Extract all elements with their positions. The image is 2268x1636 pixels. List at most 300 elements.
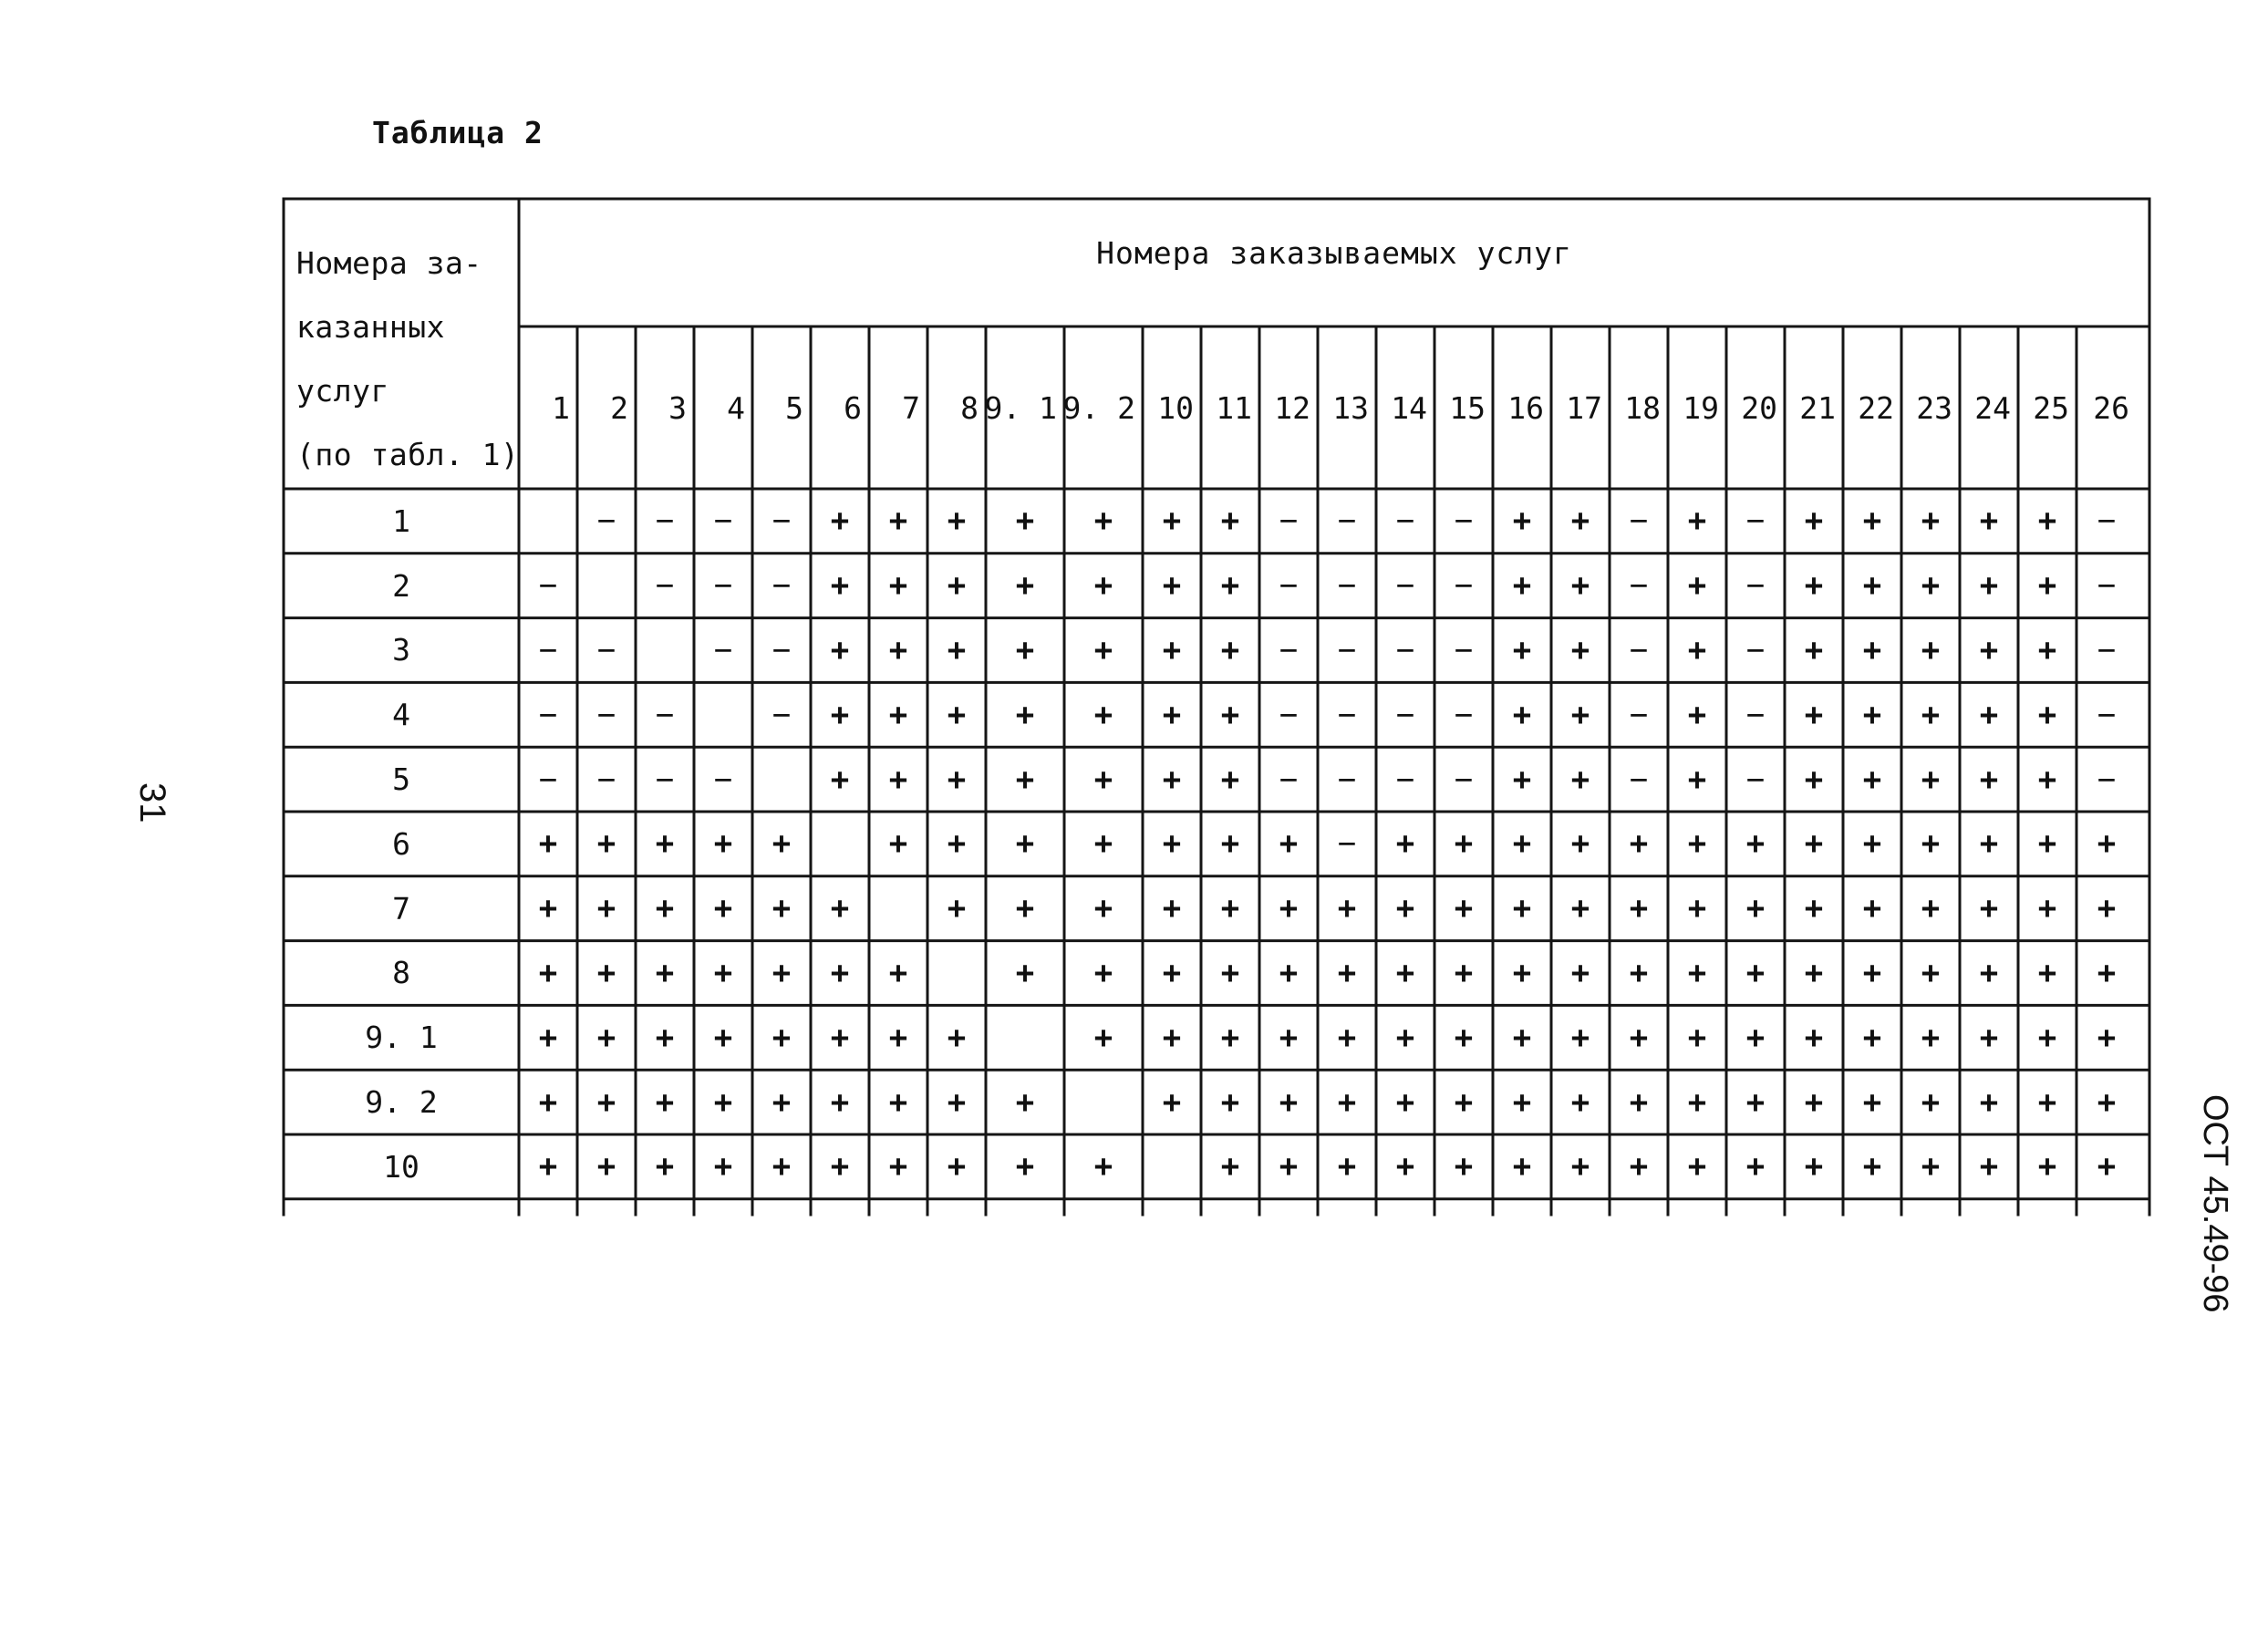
table-cell: + xyxy=(1921,696,1941,733)
table-cell xyxy=(1064,1070,1143,1134)
table-cell: + xyxy=(1570,825,1590,863)
table-cell: − xyxy=(1279,567,1299,605)
table-cell: + xyxy=(1804,1148,1824,1186)
table-cell: + xyxy=(1220,1083,1240,1121)
table-cell: + xyxy=(1015,825,1035,863)
table-cell: + xyxy=(2037,502,2057,540)
table-cell: + xyxy=(1804,954,1824,991)
table-cell: + xyxy=(1395,890,1415,927)
table-cell: + xyxy=(2037,954,2057,991)
table-cell: + xyxy=(830,567,850,605)
row-header-corner xyxy=(296,232,519,487)
table-cell: + xyxy=(1921,890,1941,927)
table-cell: + xyxy=(655,954,675,991)
table-cell: + xyxy=(1629,1019,1649,1056)
table-cell: − xyxy=(1745,696,1766,733)
table-cell: − xyxy=(772,502,792,540)
table-cell: + xyxy=(1804,1019,1824,1056)
table-cell: + xyxy=(947,1019,967,1056)
table-cell: + xyxy=(1395,1019,1415,1056)
row-header: 3 xyxy=(392,632,410,668)
table-cell xyxy=(927,941,986,1006)
table-cell: − xyxy=(596,502,616,540)
table-cell xyxy=(519,489,577,554)
table-cell: − xyxy=(1745,631,1766,668)
table-cell: − xyxy=(1279,696,1299,733)
table-cell: + xyxy=(1454,954,1474,991)
column-header: 25 xyxy=(2033,389,2069,426)
table-cell: + xyxy=(1512,567,1532,605)
table-cell: + xyxy=(1862,696,1882,733)
table-cell: + xyxy=(538,825,558,863)
table-cell: + xyxy=(1093,1148,1113,1186)
table-cell: + xyxy=(1745,1083,1766,1121)
table-cell: + xyxy=(1093,954,1113,991)
page-number: 31 xyxy=(132,782,172,823)
table-cell: + xyxy=(1979,954,1999,991)
column-header: 4 xyxy=(727,389,745,426)
table-cell: + xyxy=(1921,825,1941,863)
table-cell: + xyxy=(830,502,850,540)
row-header: 9. 2 xyxy=(365,1084,438,1121)
table-cell: + xyxy=(1629,890,1649,927)
column-header: 24 xyxy=(1974,389,2011,426)
table-cell: + xyxy=(1093,825,1113,863)
table-cell: − xyxy=(1745,567,1766,605)
table-cell: + xyxy=(1512,696,1532,733)
table-cell: + xyxy=(596,1083,616,1121)
table-cell: + xyxy=(1687,1019,1707,1056)
table-cell: + xyxy=(1687,890,1707,927)
table-cell: + xyxy=(888,567,908,605)
table-cell: + xyxy=(1570,502,1590,540)
table-cell: + xyxy=(1570,954,1590,991)
table-cell: + xyxy=(772,1083,792,1121)
table-cell: + xyxy=(655,890,675,927)
table-cell: + xyxy=(1979,825,1999,863)
table-cell: − xyxy=(596,631,616,668)
table-cell: + xyxy=(1979,696,1999,733)
table-cell: + xyxy=(1921,567,1941,605)
table-cell xyxy=(577,554,636,618)
table-cell: + xyxy=(1687,954,1707,991)
row-header: 7 xyxy=(392,890,410,927)
table-cell: + xyxy=(1093,631,1113,668)
table-cell: + xyxy=(1979,1019,1999,1056)
table-cell: − xyxy=(1337,761,1357,798)
table-cell: + xyxy=(2037,761,2057,798)
column-header: 2 xyxy=(610,389,628,426)
table-cell: − xyxy=(2097,567,2117,605)
table-cell: + xyxy=(1220,954,1240,991)
table-cell: + xyxy=(888,825,908,863)
document-code: ОСТ 45.49-96 xyxy=(2196,1094,2234,1313)
table-cell: − xyxy=(713,631,733,668)
table-cell: − xyxy=(1337,696,1357,733)
table-cell: + xyxy=(2037,825,2057,863)
table-cell: + xyxy=(1220,631,1240,668)
table-cell: + xyxy=(1093,696,1113,733)
table-cell: + xyxy=(1862,761,1882,798)
table-cell: + xyxy=(1629,1148,1649,1186)
table-cell: + xyxy=(1337,1148,1357,1186)
table-cell: + xyxy=(596,1148,616,1186)
table-cell: + xyxy=(1220,825,1240,863)
table-cell: + xyxy=(1862,954,1882,991)
column-header: 8 xyxy=(960,389,979,426)
table-cell: − xyxy=(713,761,733,798)
table-cell: − xyxy=(538,631,558,668)
table-cell: + xyxy=(1979,1083,1999,1121)
table-cell: + xyxy=(1629,954,1649,991)
column-header: 13 xyxy=(1332,389,1369,426)
table-cell: + xyxy=(1862,631,1882,668)
table-cell: + xyxy=(1220,502,1240,540)
column-header: 18 xyxy=(1624,389,1661,426)
table-cell: + xyxy=(1921,954,1941,991)
table-cell: + xyxy=(1687,1083,1707,1121)
table-cell: + xyxy=(772,1019,792,1056)
table-cell: − xyxy=(655,502,675,540)
row-header: 5 xyxy=(392,761,410,798)
table-cell: − xyxy=(1395,696,1415,733)
table-cell: + xyxy=(1512,1019,1532,1056)
table-cell: + xyxy=(1804,631,1824,668)
table-cell: + xyxy=(1979,761,1999,798)
table-cell: + xyxy=(888,761,908,798)
table-cell: + xyxy=(1337,1019,1357,1056)
table-cell: − xyxy=(1395,761,1415,798)
table-cell: + xyxy=(1512,502,1532,540)
table-cell: + xyxy=(655,825,675,863)
table-cell: + xyxy=(1921,761,1941,798)
table-cell: − xyxy=(1454,502,1474,540)
corner-line: казанных xyxy=(296,309,445,345)
table-caption: Таблица 2 xyxy=(372,115,544,150)
table-cell xyxy=(811,812,869,876)
table-cell: + xyxy=(713,1019,733,1056)
table-cell: + xyxy=(947,890,967,927)
table-cell xyxy=(694,682,752,747)
table-cell: − xyxy=(2097,502,2117,540)
column-header: 26 xyxy=(2093,389,2129,426)
table-cell: + xyxy=(1015,761,1035,798)
table-cell: − xyxy=(1629,761,1649,798)
table-cell: + xyxy=(2097,825,2117,863)
table-cell: + xyxy=(1220,696,1240,733)
row-header: 4 xyxy=(392,697,410,733)
table-cell: + xyxy=(947,696,967,733)
table-cell: − xyxy=(1454,567,1474,605)
table-cell: + xyxy=(1512,890,1532,927)
column-header: 14 xyxy=(1391,389,1427,426)
table-cell: + xyxy=(1162,567,1182,605)
table-cell: + xyxy=(1512,1083,1532,1121)
column-header: 6 xyxy=(844,389,862,426)
table-cell: + xyxy=(1015,567,1035,605)
corner-line: (по табл. 1) xyxy=(296,437,520,472)
table-cell: + xyxy=(830,890,850,927)
table-cell: + xyxy=(538,1148,558,1186)
table-cell: + xyxy=(1337,954,1357,991)
row-header: 9. 1 xyxy=(365,1020,438,1056)
column-header: 3 xyxy=(668,389,687,426)
table-cell: + xyxy=(2037,1083,2057,1121)
table-cell: + xyxy=(538,1083,558,1121)
table-cell: − xyxy=(596,696,616,733)
table-cell: + xyxy=(1687,502,1707,540)
table-cell: − xyxy=(1629,567,1649,605)
table-cell: + xyxy=(947,631,967,668)
table-cell: + xyxy=(2097,1083,2117,1121)
table-cell: + xyxy=(713,954,733,991)
column-header: 12 xyxy=(1274,389,1310,426)
table-cell: + xyxy=(1745,954,1766,991)
table-cell: + xyxy=(1629,825,1649,863)
table-cell: + xyxy=(1512,1148,1532,1186)
table-cell: + xyxy=(1862,1019,1882,1056)
table-cell: + xyxy=(1093,1019,1113,1056)
row-header: 2 xyxy=(392,567,410,604)
table-cell: − xyxy=(1395,567,1415,605)
table-cell: + xyxy=(1804,502,1824,540)
table-cell: + xyxy=(655,1148,675,1186)
table-cell: + xyxy=(1804,825,1824,863)
table-cell: + xyxy=(1015,954,1035,991)
table-cell: − xyxy=(713,502,733,540)
table-cell: − xyxy=(1395,502,1415,540)
table-cell: + xyxy=(1395,1083,1415,1121)
table-cell: + xyxy=(2037,567,2057,605)
table-cell: + xyxy=(1687,1148,1707,1186)
column-header: 15 xyxy=(1449,389,1486,426)
table-cell: + xyxy=(1745,890,1766,927)
table-cell xyxy=(752,747,811,812)
table-cell: + xyxy=(596,825,616,863)
table-cell: + xyxy=(1979,567,1999,605)
table-cell: + xyxy=(1015,631,1035,668)
table-cell: + xyxy=(830,1148,850,1186)
table-cell: + xyxy=(947,1148,967,1186)
table-cell: + xyxy=(1093,761,1113,798)
table-cell: − xyxy=(1745,502,1766,540)
table-cell: + xyxy=(830,954,850,991)
table-cell: + xyxy=(655,1019,675,1056)
table-cell: + xyxy=(888,696,908,733)
table-cell: + xyxy=(1162,1019,1182,1056)
table-cell: + xyxy=(1570,631,1590,668)
table-cell: + xyxy=(713,1083,733,1121)
table-cell: − xyxy=(1454,631,1474,668)
table-cell: − xyxy=(538,567,558,605)
table-cell: + xyxy=(1220,1148,1240,1186)
table-cell: + xyxy=(1979,1148,1999,1186)
table-cell: + xyxy=(2037,631,2057,668)
table-cell: + xyxy=(1162,631,1182,668)
table-cell: + xyxy=(1862,1083,1882,1121)
table-cell: − xyxy=(1279,761,1299,798)
table-cell: − xyxy=(1279,502,1299,540)
table-cell: + xyxy=(1921,1148,1941,1186)
table-cell: − xyxy=(1454,696,1474,733)
table-cell: − xyxy=(1629,696,1649,733)
table-cell: + xyxy=(888,1019,908,1056)
table-cell: + xyxy=(1015,1148,1035,1186)
table-cell: + xyxy=(1220,761,1240,798)
table-cell: + xyxy=(1395,825,1415,863)
table-cell: + xyxy=(772,825,792,863)
table-cell: + xyxy=(1220,1019,1240,1056)
table-cell: + xyxy=(596,954,616,991)
column-header: 20 xyxy=(1741,389,1777,426)
row-header: 8 xyxy=(392,955,410,991)
table-cell: + xyxy=(2037,696,2057,733)
table-cell: − xyxy=(1279,631,1299,668)
table-cell: + xyxy=(1570,1019,1590,1056)
table-cell: + xyxy=(1745,825,1766,863)
table-cell: + xyxy=(888,1148,908,1186)
table-cell: + xyxy=(713,890,733,927)
table-cell: − xyxy=(655,567,675,605)
table-cell: − xyxy=(713,567,733,605)
table-cell: + xyxy=(1862,825,1882,863)
table-cell: + xyxy=(1921,1083,1941,1121)
table-cell: − xyxy=(2097,631,2117,668)
table-cell: + xyxy=(888,502,908,540)
table-cell: − xyxy=(538,761,558,798)
table-cell: + xyxy=(1015,696,1035,733)
table-cell: + xyxy=(538,890,558,927)
table-cell: + xyxy=(538,954,558,991)
table-cell: + xyxy=(1687,567,1707,605)
table-cell: + xyxy=(888,954,908,991)
table-cell: + xyxy=(1279,890,1299,927)
table-cell: + xyxy=(1279,1083,1299,1121)
table-cell: − xyxy=(538,696,558,733)
table-cell: + xyxy=(1162,502,1182,540)
compatibility-table xyxy=(284,199,2149,1215)
row-header: 10 xyxy=(383,1148,419,1185)
table-cell: + xyxy=(596,890,616,927)
table-cell: − xyxy=(596,761,616,798)
table-cell: − xyxy=(2097,761,2117,798)
table-cell: − xyxy=(772,567,792,605)
column-header: 10 xyxy=(1157,389,1194,426)
table-cell: + xyxy=(1804,567,1824,605)
table-cell: + xyxy=(2037,1019,2057,1056)
table-cell: + xyxy=(2097,890,2117,927)
table-cell: + xyxy=(1512,954,1532,991)
column-header: 16 xyxy=(1507,389,1544,426)
table-cell: + xyxy=(1093,890,1113,927)
table-cell: + xyxy=(2097,1148,2117,1186)
table-cell: + xyxy=(2097,1019,2117,1056)
table-cell: + xyxy=(655,1083,675,1121)
table-cell: + xyxy=(1862,567,1882,605)
table-cell: + xyxy=(1629,1083,1649,1121)
table-cell: + xyxy=(1979,502,1999,540)
table-cell: − xyxy=(1337,631,1357,668)
table-cell: + xyxy=(1279,1148,1299,1186)
table-cell: + xyxy=(1093,502,1113,540)
table-cell: + xyxy=(1570,761,1590,798)
table-cell: − xyxy=(1337,825,1357,863)
table-cell: + xyxy=(830,761,850,798)
row-header: 1 xyxy=(392,502,410,539)
column-header: 21 xyxy=(1799,389,1836,426)
table-cell: + xyxy=(947,825,967,863)
table-cell: + xyxy=(1687,631,1707,668)
column-header: 9. 2 xyxy=(1062,389,1135,426)
column-header: 17 xyxy=(1566,389,1602,426)
table-cell: + xyxy=(1570,1083,1590,1121)
table-cell: + xyxy=(1395,1148,1415,1186)
table-cell: − xyxy=(2097,696,2117,733)
table-cell: + xyxy=(1862,890,1882,927)
table-cell: + xyxy=(2037,1148,2057,1186)
column-header: 22 xyxy=(1858,389,1894,426)
table-cell: + xyxy=(947,761,967,798)
table-cell: + xyxy=(830,1019,850,1056)
table-cell: + xyxy=(1687,696,1707,733)
table-cell: + xyxy=(1015,1083,1035,1121)
table-cell: + xyxy=(1979,890,1999,927)
table-cell: − xyxy=(772,696,792,733)
table-cell: − xyxy=(772,631,792,668)
table-cell: + xyxy=(1454,890,1474,927)
table-cell: + xyxy=(2097,954,2117,991)
table-cell: + xyxy=(538,1019,558,1056)
table-cell: + xyxy=(1454,1148,1474,1186)
table-cell: + xyxy=(1570,567,1590,605)
table-cell: + xyxy=(947,567,967,605)
column-header: 9. 1 xyxy=(984,389,1057,426)
table-cell: + xyxy=(947,502,967,540)
table-cell: + xyxy=(1862,1148,1882,1186)
table-cell: + xyxy=(1279,954,1299,991)
table-cell: + xyxy=(830,1083,850,1121)
table-cell: − xyxy=(1395,631,1415,668)
table-cell: + xyxy=(947,1083,967,1121)
table-cell xyxy=(986,1005,1064,1070)
table-cell: + xyxy=(1454,825,1474,863)
table-cell: + xyxy=(772,890,792,927)
table-cell: + xyxy=(1395,954,1415,991)
table-cell: + xyxy=(1162,825,1182,863)
table-cell: + xyxy=(1921,502,1941,540)
table-cell: + xyxy=(1979,631,1999,668)
table-cell: + xyxy=(1454,1019,1474,1056)
table-cell: + xyxy=(1162,890,1182,927)
table-cell: + xyxy=(1804,761,1824,798)
table-cell: + xyxy=(1745,1019,1766,1056)
table-cell: + xyxy=(1687,761,1707,798)
table-cell xyxy=(1143,1134,1201,1199)
table-cell: + xyxy=(1337,1083,1357,1121)
column-header: 11 xyxy=(1216,389,1252,426)
table-cell: + xyxy=(2037,890,2057,927)
table-cell: + xyxy=(1512,631,1532,668)
table-cell xyxy=(869,876,927,941)
table-cell: + xyxy=(830,696,850,733)
table-cell: + xyxy=(1512,761,1532,798)
table-cell: + xyxy=(1162,1083,1182,1121)
table-cell: + xyxy=(1804,696,1824,733)
table-cell: + xyxy=(1162,761,1182,798)
table-cell: + xyxy=(713,1148,733,1186)
column-header: 5 xyxy=(785,389,803,426)
table-cell: + xyxy=(596,1019,616,1056)
